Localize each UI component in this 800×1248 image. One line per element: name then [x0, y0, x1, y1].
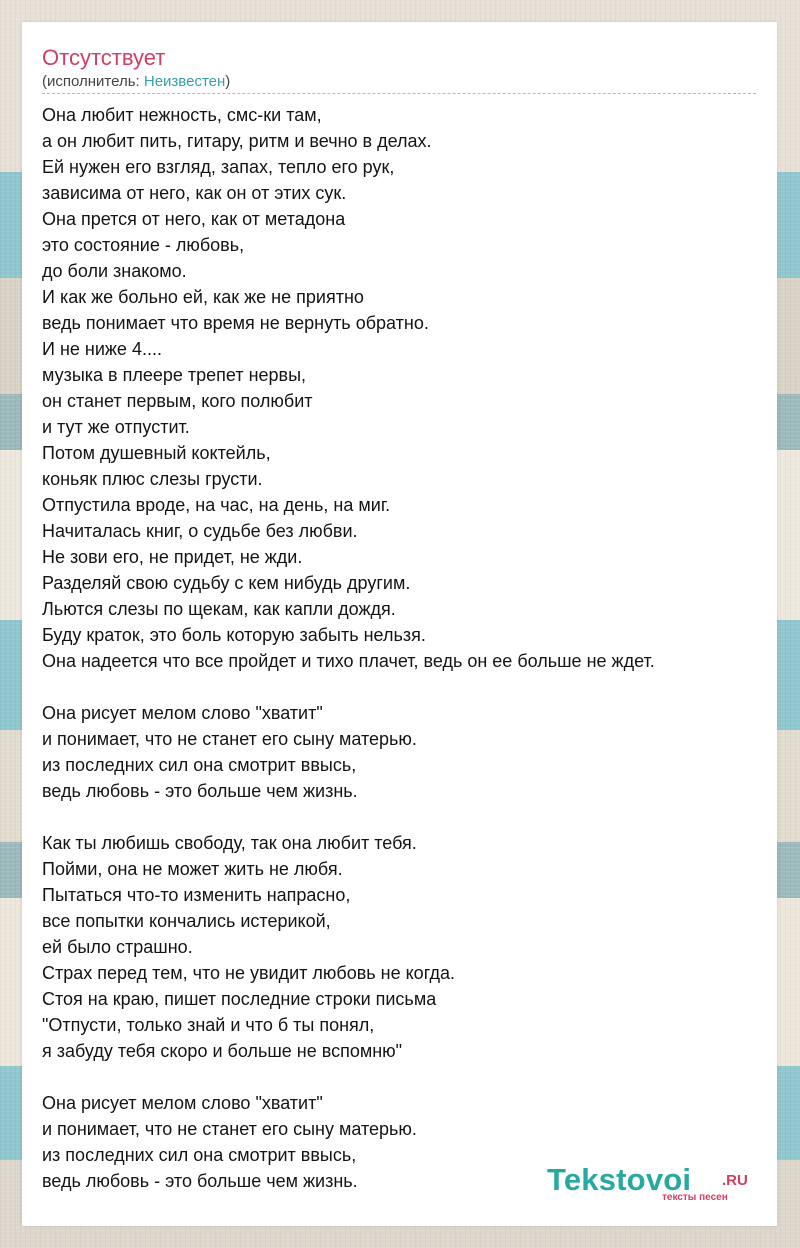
lyric-line: Пойми, она не может жить не любя.: [42, 859, 343, 879]
lyric-line: и понимает, что не станет его сыну матерью.: [42, 729, 417, 749]
lyric-line: ей было страшно.: [42, 937, 193, 957]
lyric-line: коньяк плюс слезы грусти.: [42, 469, 263, 489]
lyric-line: и тут же отпустит.: [42, 417, 190, 437]
lyric-line: музыка в плеере трепет нервы,: [42, 365, 307, 385]
lyric-line: Потом душевный коктейль,: [42, 443, 271, 463]
logo-tagline: тексты песен: [662, 1192, 728, 1203]
lyric-line: до боли знакомо.: [42, 261, 187, 281]
lyric-line: он станет первым, кого полюбит: [42, 391, 313, 411]
lyric-line: Как ты любишь свободу, так она любит тебя.: [42, 833, 417, 853]
lyric-line: ведь любовь - это больше чем жизнь.: [42, 781, 358, 801]
artist-link[interactable]: Неизвестен: [143, 73, 226, 90]
lyric-line: Начиталась книг, о судьбе без любви.: [42, 521, 358, 541]
lyric-line: Отпустила вроде, на час, на день, на миг.: [42, 495, 391, 515]
lyrics-card: [22, 22, 777, 1226]
site-logo[interactable]: [547, 1162, 757, 1204]
lyric-line: Она рисует мелом слово "хватит": [42, 703, 323, 723]
logo-tld: .RU: [722, 1172, 748, 1189]
lyric-line: ведь понимает что время не вернуть обратно.: [42, 313, 429, 333]
lyric-line: Она рисует мелом слово "хватит": [42, 1093, 323, 1113]
lyric-line: "Отпусти, только знай и что б ты понял,: [42, 1015, 375, 1035]
lyric-line: а он любит пить, гитару, ритм и вечно в делах.: [42, 131, 432, 151]
artist-line: [42, 73, 230, 91]
lyric-line: Ей нужен его взгляд, запах, тепло его рук,: [42, 157, 395, 177]
lyric-line: Не зови его, не придет, не жди.: [42, 547, 303, 567]
title-divider: [42, 93, 756, 94]
lyric-line: Стоя на краю, пишет последние строки письма: [42, 989, 437, 1009]
artist-prefix: (исполнитель:: [42, 73, 144, 90]
stanza-break: [42, 674, 762, 700]
lyric-line: Буду краток, это боль которую забыть нельзя.: [42, 625, 426, 645]
lyric-line: зависима от него, как он от этих сук.: [42, 183, 347, 203]
stanza-break: [42, 804, 762, 830]
lyric-line: Она любит нежность, смс-ки там,: [42, 105, 322, 125]
lyric-line: из последних сил она смотрит ввысь,: [42, 755, 357, 775]
lyric-line: Страх перед тем, что не увидит любовь не когда.: [42, 963, 455, 983]
chorus-1: [42, 700, 762, 804]
logo-wordmark: Tekstovoi: [547, 1162, 692, 1197]
lyric-line: Пытаться что-то изменить напрасно,: [42, 885, 351, 905]
lyric-line: И не ниже 4....: [42, 339, 162, 359]
lyric-line: это состояние - любовь,: [42, 235, 245, 255]
lyric-line: ведь любовь - это больше чем жизнь.: [42, 1171, 358, 1191]
lyric-line: И как же больно ей, как же не приятно: [42, 287, 364, 307]
stanza-break: [42, 1064, 762, 1090]
artist-suffix: ): [225, 73, 231, 90]
lyric-line: и понимает, что не станет его сыну матерью.: [42, 1119, 417, 1139]
lyric-line: Она прется от него, как от метадона: [42, 209, 346, 229]
lyric-line: из последних сил она смотрит ввысь,: [42, 1145, 357, 1165]
lyrics-text: [42, 102, 762, 1194]
lyric-line: Она надеется что все пройдет и тихо плачет, ведь он ее больше не ждет.: [42, 651, 655, 671]
verse-1: [42, 102, 762, 674]
song-title: Отсутствует: [42, 45, 166, 70]
verse-2: [42, 830, 762, 1064]
lyric-line: Разделяй свою судьбу с кем нибудь другим.: [42, 573, 411, 593]
lyric-line: все попытки кончались истерикой,: [42, 911, 331, 931]
lyric-line: я забуду тебя скоро и больше не вспомню": [42, 1041, 403, 1061]
lyric-line: Льются слезы по щекам, как капли дождя.: [42, 599, 396, 619]
